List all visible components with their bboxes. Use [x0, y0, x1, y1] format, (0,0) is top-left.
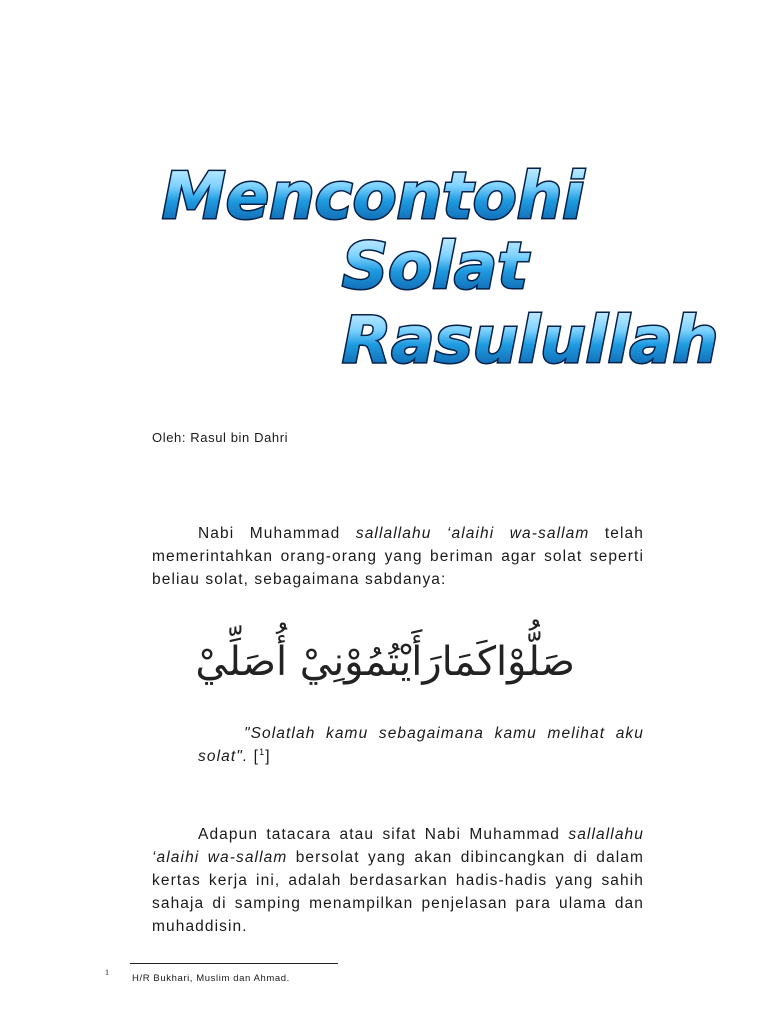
footnote-mark: 1 [105, 968, 109, 977]
hadith-quote-text: "Solatlah kamu sebagaimana kamu melihat aku solat". [198, 725, 644, 765]
method-paragraph [152, 823, 644, 938]
intro-paragraph [152, 522, 644, 591]
method-honorific: sallallahu ‘alaihi wa-sallam [152, 826, 644, 866]
intro-text-after: telah memerintahkan orang-orang yang beriman agar solat seperti beliau solat, sebagaimana sabdanya: [152, 525, 644, 588]
method-text-after: bersolat yang akan dibincangkan di dalam kertas kerja ini, adalah berdasarkan hadis-hadis yang sahih sahaja di samping menampilkan penjelasan para ulama dan muhaddisin. [152, 849, 644, 935]
title-logo-graphic [150, 150, 719, 380]
title-line-3: Rasulullah [342, 304, 719, 378]
footnote-divider [130, 963, 338, 964]
author-byline: Oleh: Rasul bin Dahri [152, 430, 289, 445]
title-logo [150, 150, 719, 380]
intro-honorific: sallallahu ‘alaihi wa-sallam [355, 525, 590, 542]
title-line-1: Mencontohi [162, 160, 585, 234]
intro-text-before: Nabi Muhammad [198, 525, 356, 542]
arabic-hadith: صَلُّوْاكَمَارَأَيْتُمُوْنِيْ أُصَلِّيْ [195, 639, 575, 685]
footnote-ref-open: [ [248, 748, 260, 765]
hadith-translation [198, 722, 644, 768]
title-line-2: Solat [342, 230, 528, 304]
footnote-ref-number[interactable]: 1 [259, 746, 266, 757]
footnote-text: H/R Bukhari, Muslim dan Ahmad. [132, 973, 290, 984]
method-text-before: Adapun tatacara atau sifat Nabi Muhammad [198, 826, 569, 843]
footnote-ref-close: ] [265, 748, 271, 765]
